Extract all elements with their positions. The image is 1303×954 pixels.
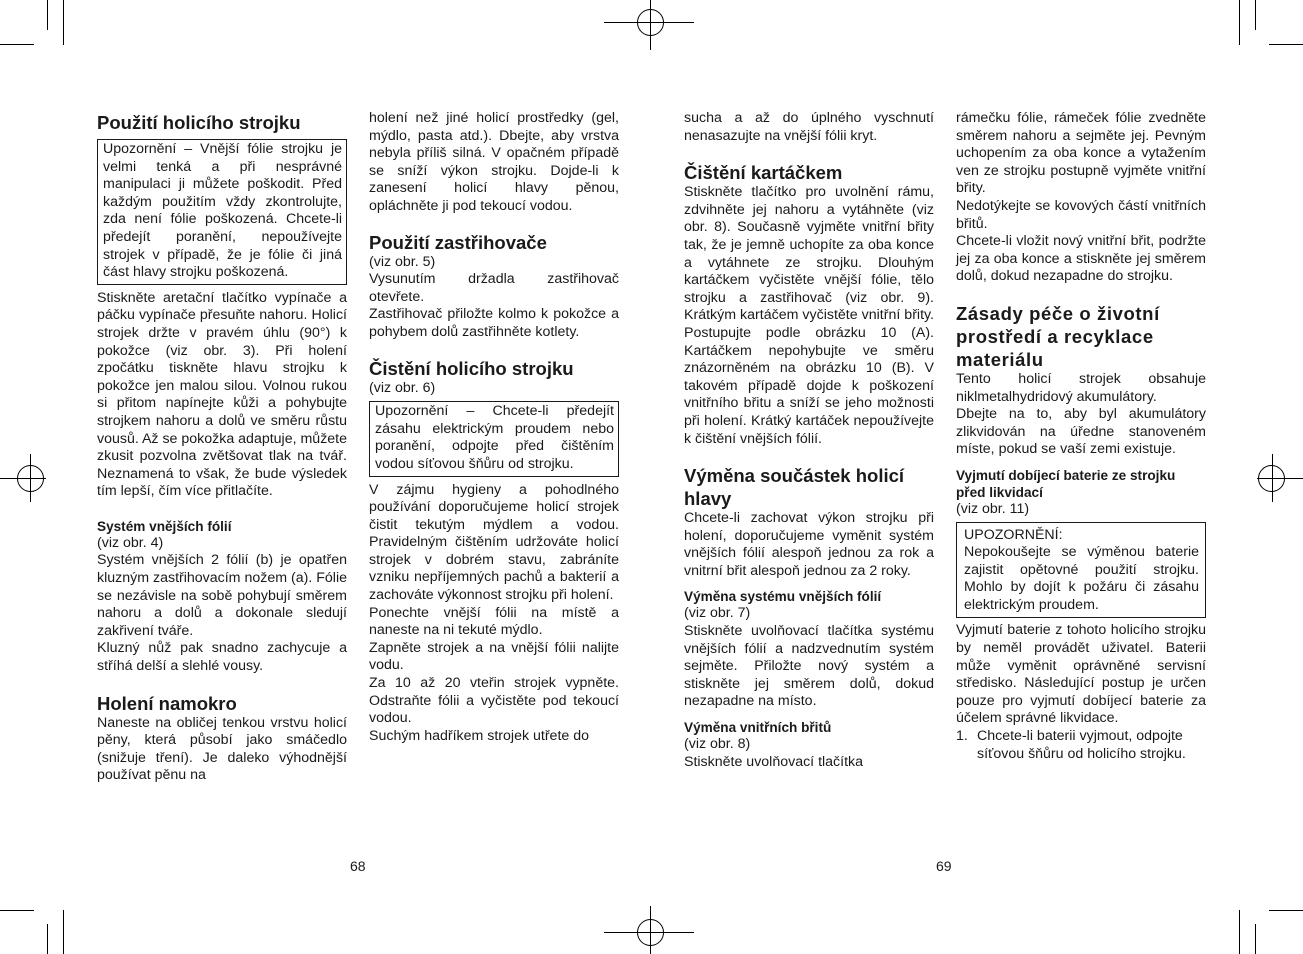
paragraph: Vyjmutí baterie z tohoto holicího strojku by neměl provádět uživatel. Baterii může vyměnit oprávněné servisní středisko. Následující postup je určen pouze pro vyjmutí dobíjecí baterie za účelem správné likvidace. [956, 622, 1206, 727]
section-title-wet-shave: Holení namokro [97, 692, 237, 714]
page-number-right: 69 [936, 858, 952, 874]
paragraph: Stiskněte aretační tlačítko vypínače a páčku vypínače přesuňte nahoru. Holicí strojek držte v pravém úhlu (90°) k pokožce (viz obr. 3). Při holení zpočátku tiskněte hlavu strojku k pokožce jen malou silou. Volnou rukou si přitom napínejte kůži a pohybujte strojkem nahoru a dolů ve směru růstu vousů. Až se pokožka adaptuje, můžete zkusit pozvolna zvětšovat tlak na tvář. Neznamená to však, že bude výsledek tím lepší, čím více přitlačíte. [97, 289, 348, 500]
section-title-shaver-use: Použití holicího strojku [97, 112, 301, 133]
paragraph: sucha a až do úplného vyschnutí nenasazujte na vnější fólii kryt. [684, 110, 934, 144]
paragraph: Zastřihovač přiložte kolmo k pokožce a pohybem dolů zastřihněte kotlety. [369, 306, 619, 340]
figure-reference: (viz obr. 4) [97, 534, 164, 551]
right-page-column-1 [684, 110, 934, 771]
paragraph: Chcete-li zachovat výkon strojku při holení, doporučujeme vyměnit systém vnějších fólií alespoň jednou za rok a vnitrní břit alespoň jednou za 2 roky. [684, 510, 934, 579]
warning-box-battery [956, 522, 1206, 619]
warning-title: UPOZORNĚNÍ: [964, 526, 1063, 543]
paragraph: V zájmu hygieny a pohodlného používání doporučujeme holicí strojek čistit tekutým mýdlem a vodou. Pravidelným čištěním udržováte holicí strojek v dobrém stavu, zabráníte vzniku nepříjemných pachů a bakterií a zachováte výkonnost strojku při holení. [369, 481, 619, 604]
right-page-column-2 [956, 110, 1206, 763]
paragraph: Kluzný nůž pak snadno zachycuje a stříhá delší a slehlé vousy. [97, 640, 347, 675]
figure-reference: (viz obr. 7) [684, 605, 751, 622]
paragraph: holení než jiné holicí prostředky (gel, mýdlo, pasta atd.). Dbejte, aby vrstva nebyla příliš silná. V opačném případě se sníží výkon strojku. Dojde-li k zanesení holicí hlavy pěnou, opláchněte ji pod tekoucí vodou. [369, 110, 619, 214]
section-title-cleaning: Čistění holicího strojku [369, 357, 574, 379]
warning-box-cleaning [369, 401, 619, 476]
subsection-title-battery-removal: Vyjmutí dobíjecí baterie ze strojku před likvidací [956, 467, 1176, 500]
section-title-parts-replacement: Výměna součástek holicí hlavy [684, 465, 905, 510]
paragraph: Vysunutím držadla zastřihovač otevřete. [369, 271, 619, 305]
figure-reference: (viz obr. 8) [684, 736, 751, 753]
figure-reference: (viz obr. 6) [369, 379, 436, 396]
subsection-title-outer-foil-replacement: Výměna systému vnějších fólií [684, 589, 882, 605]
paragraph: Dbejte na to, aby byl akumulátory zlikvidován na úředne stanoveném míste, pokud se vaší zemi existuje. [956, 406, 1206, 458]
paragraph: Tento holicí strojek obsahuje niklmetalhydridový akumulátory. [956, 370, 1206, 405]
paragraph: Naneste na obličej tenkou vrstvu holicí pěny, která působí jako smáčedlo (snižuje tření). Je daleko výhodnější používat pěnu na [97, 714, 347, 784]
left-page-column-1 [97, 111, 347, 785]
section-title-environment: Zásady péče o životní prostředí a recyklace materiálu [956, 302, 1160, 370]
paragraph: Suchým hadříkem strojek utřete do [369, 727, 590, 744]
paragraph: Stiskněte tlačítko pro uvolnění rámu, zdvihněte jej nahoru a vytáhněte (viz obr. 8). Současně vyjměte vnitřní břity tak, že je jemně uchopíte za oba konce a vytáhnete ze strojku. Dlouhým kartáčkem vyčistěte vnější fólie, tělo strojku a zastřihovač (viz obr. 9). Krátkým kartáčem vyčistěte vnitřní břity. Postupujte podle obrázku 10 (A). Kartáčkem nepohybujte ve směru znázorněném na obrázku 10 (B). V takovém případě dojde k poškození vnitřního břitu a sníží se jeho možnosti při holení. Krátký kartáček nepoužívejte k čištění vnějších fólií. [684, 184, 934, 447]
figure-reference: (viz obr. 5) [369, 253, 436, 270]
warning-text: Upozornění – Vnější fólie strojku je velmi tenká a při nesprávné manipulaci ji můžete poškodit. Před každým použitím vždy zkontrolujte, zda není fólie poškozená. Chcete-li předejít poranění, nepoužívejte strojek v případě, že je fólie či jiná část hlavy strojku poškozená. [103, 141, 342, 281]
subsection-title-inner-blade-replacement: Výměna vnitřních břitů [684, 720, 832, 736]
paragraph: Zapněte strojek a na vnější fólii nalijte vodu. [369, 639, 619, 674]
warning-text: Upozornění – Chcete-li předejít zásahu elektrickým proudem nebo poranění, odpojte před čištěním vodou síťovou šňůru od strojku. [375, 403, 614, 472]
list-number: 1. [956, 728, 968, 745]
list-text: Chcete-li baterii vyjmout, odpojte síťovou šňůru od holicího strojku. [977, 728, 1186, 762]
subsection-title-foil-system: Systém vnějších fólií [97, 518, 232, 534]
paragraph: Chcete-li vložit nový vnitřní břit, podržte jej za oba konce a stiskněte jej směrem dolů, dokud nezapadne do strojku. [956, 233, 1206, 285]
figure-reference: (viz obr. 11) [956, 500, 1030, 517]
warning-text: Nepokoušejte se výměnou baterie zajistit opětovné použití strojku. Mohlo by dojít k požáru či zásahu elektrickým proudem. [964, 544, 1199, 613]
paragraph: Stiskněte uvolňovací tlačítka systému vnějších fólií a nadzvednutím systém sejměte. Přiložte nový systém a stiskněte jej směrem dolů, dokud nezapadne na místo. [684, 623, 934, 710]
warning-box-foil [97, 139, 347, 285]
page-number-left: 68 [350, 858, 366, 874]
section-title-brush-cleaning: Čištění kartáčkem [684, 162, 843, 184]
section-title-trimmer: Použití zastřihovače [369, 231, 547, 253]
paragraph: rámečku fólie, rámeček fólie zvedněte směrem nahoru a sejměte jej. Pevným uchopením za oba konce a vytažením ven ze strojku postupně vyjměte vnitřní břity. [956, 110, 1206, 197]
left-page-column-2 [369, 110, 619, 745]
paragraph: Systém vnějších 2 fólií (b) je opatřen kluzným zastřihovacím nožem (a). Fólie se nezávisle na sobě pohybují směrem nahoru a dolů a dokonale sledují zakřivení tváře. [97, 552, 347, 639]
paragraph: Nedotýkejte se kovových částí vnitřních břitů. [956, 197, 1206, 232]
paragraph: Ponechte vnější fólii na místě a naneste na ni tekuté mýdlo. [369, 604, 619, 639]
paragraph: Za 10 až 20 vteřin strojek vypněte. Odstraňte fólii a vyčistěte pod tekoucí vodou. [369, 675, 619, 727]
list-item [956, 728, 1206, 763]
paragraph: Stiskněte uvolňovací tlačítka [684, 753, 864, 770]
